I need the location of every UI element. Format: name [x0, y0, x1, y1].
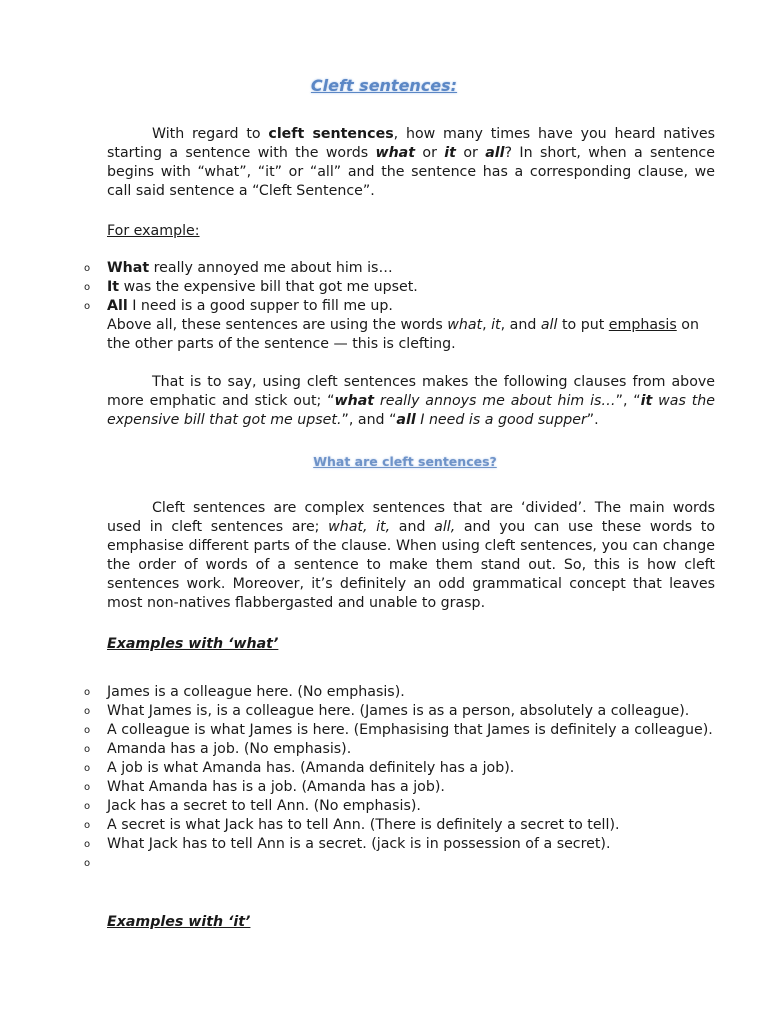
above-all-text: ,	[482, 317, 492, 333]
quote-keyword: it	[640, 393, 653, 409]
intro-word-all: all	[485, 145, 505, 161]
example-text: James is a colleague here. (No emphasis).	[107, 684, 405, 700]
intro-text: , how many times have you heard natives starting a sentence with the words	[107, 126, 715, 161]
example-text: What Amanda has is a job. (Amanda has a job).	[107, 779, 445, 795]
quote-keyword: all	[396, 412, 416, 428]
intro-word-what: what	[375, 145, 416, 161]
bullet-icon: o	[84, 801, 91, 812]
cleft-text: Cleft sentences are complex sentences that are ‘divided’. The main words used in cleft sentences are;	[107, 500, 715, 535]
bullet-icon: o	[84, 858, 91, 869]
bullet-icon: o	[84, 820, 91, 831]
cleft-word: what, it,	[328, 519, 391, 535]
list-item	[0, 683, 715, 702]
cleft-paragraph	[107, 499, 715, 613]
list-item	[0, 854, 715, 873]
example-text: I need is a good supper to fill me up.	[127, 298, 393, 314]
above-all-word: what	[447, 317, 483, 333]
example-text: A job is what Amanda has. (Amanda definitely has a job).	[107, 760, 515, 776]
quote-text: I need is a good supper	[415, 412, 587, 428]
bullet-icon: o	[84, 687, 91, 698]
quote-text: really annoys me about him is…	[374, 393, 616, 409]
section-heading: What are cleft sentences?	[313, 454, 497, 469]
intro-text: With regard to	[152, 126, 269, 142]
that-is-text: ”, “	[615, 393, 641, 409]
bullet-icon: o	[84, 744, 91, 755]
examples-what-heading: Examples with ‘what’	[107, 636, 279, 652]
intro-text: or	[415, 145, 445, 161]
bullet-icon: o	[84, 706, 91, 717]
bullet-icon: o	[84, 282, 91, 293]
basic-examples-list	[0, 259, 768, 316]
list-item	[0, 259, 715, 278]
list-item	[0, 797, 715, 816]
bullet-icon: o	[84, 301, 91, 312]
list-item	[0, 816, 715, 835]
list-item	[0, 297, 715, 316]
above-all-word: all	[540, 317, 558, 333]
intro-term-cleft: cleft sentences	[268, 126, 394, 142]
bullet-icon: o	[84, 725, 91, 736]
list-item	[0, 835, 715, 854]
above-all-text: on the other parts of the sentence — this is clefting.	[107, 317, 699, 352]
examples-what-list	[0, 683, 768, 873]
examples-it-heading: Examples with ‘it’	[107, 914, 251, 930]
for-example-label: For example:	[107, 223, 200, 239]
bullet-icon: o	[84, 782, 91, 793]
example-text: A colleague is what James is here. (Emphasising that James is definitely a colleague).	[107, 722, 713, 738]
example-text: was the expensive bill that got me upset.	[119, 279, 418, 295]
bullet-icon: o	[84, 839, 91, 850]
example-text: What James is, is a colleague here. (James is as a person, absolutely a colleague).	[107, 703, 690, 719]
quote-keyword: what	[334, 393, 375, 409]
quote-text: was the expensive bill that got me upset.	[107, 393, 715, 428]
emphasis-term: emphasis	[608, 317, 677, 333]
above-all-text: , and	[500, 317, 541, 333]
that-is-paragraph	[107, 373, 715, 430]
example-keyword: It	[107, 279, 120, 295]
list-item	[0, 778, 715, 797]
example-text: What Jack has to tell Ann is a secret. (jack is in possession of a secret).	[107, 836, 611, 852]
list-item	[0, 759, 715, 778]
cleft-text: and you can use these words to emphasise different parts of the clause. When using cleft sentences, you can change the order of words of a sentence to make them stand out. So, this is how cleft sentences work. Moreover, it’s definitely an odd grammatical concept that leaves most non-natives flabbergasted and unable to grasp.	[107, 519, 716, 611]
bullet-icon: o	[84, 763, 91, 774]
above-all-text: Above all, these sentences are using the words	[107, 317, 448, 333]
that-is-text: That is to say, using cleft sentences makes the following clauses from above more emphatic and stick out; “	[107, 374, 715, 409]
that-is-text: ”.	[586, 412, 599, 428]
intro-text: ? In short, when a sentence begins with “what”, “it” or “all” and the sentence has a corresponding clause, we call said sentence a “Cleft Sentence”.	[107, 145, 715, 199]
example-keyword: What	[107, 260, 150, 276]
example-text: A secret is what Jack has to tell Ann. (There is definitely a secret to tell).	[107, 817, 620, 833]
example-keyword: All	[107, 298, 128, 314]
cleft-text: and	[390, 519, 435, 535]
above-all-paragraph	[107, 316, 715, 354]
above-all-word: it	[491, 317, 501, 333]
list-item	[0, 702, 715, 721]
example-text: Jack has a secret to tell Ann. (No emphasis).	[107, 798, 421, 814]
page-title: Cleft sentences:	[310, 76, 458, 95]
intro-word-it: it	[444, 145, 456, 161]
example-text: really annoyed me about him is…	[149, 260, 393, 276]
cleft-word: all,	[434, 519, 456, 535]
example-text: Amanda has a job. (No emphasis).	[107, 741, 352, 757]
list-item	[0, 721, 715, 740]
bullet-icon: o	[84, 263, 91, 274]
list-item	[0, 278, 715, 297]
list-item	[0, 740, 715, 759]
intro-text: or	[455, 145, 486, 161]
that-is-text: ”, and “	[341, 412, 397, 428]
intro-paragraph	[107, 125, 715, 201]
above-all-text: to put	[557, 317, 609, 333]
